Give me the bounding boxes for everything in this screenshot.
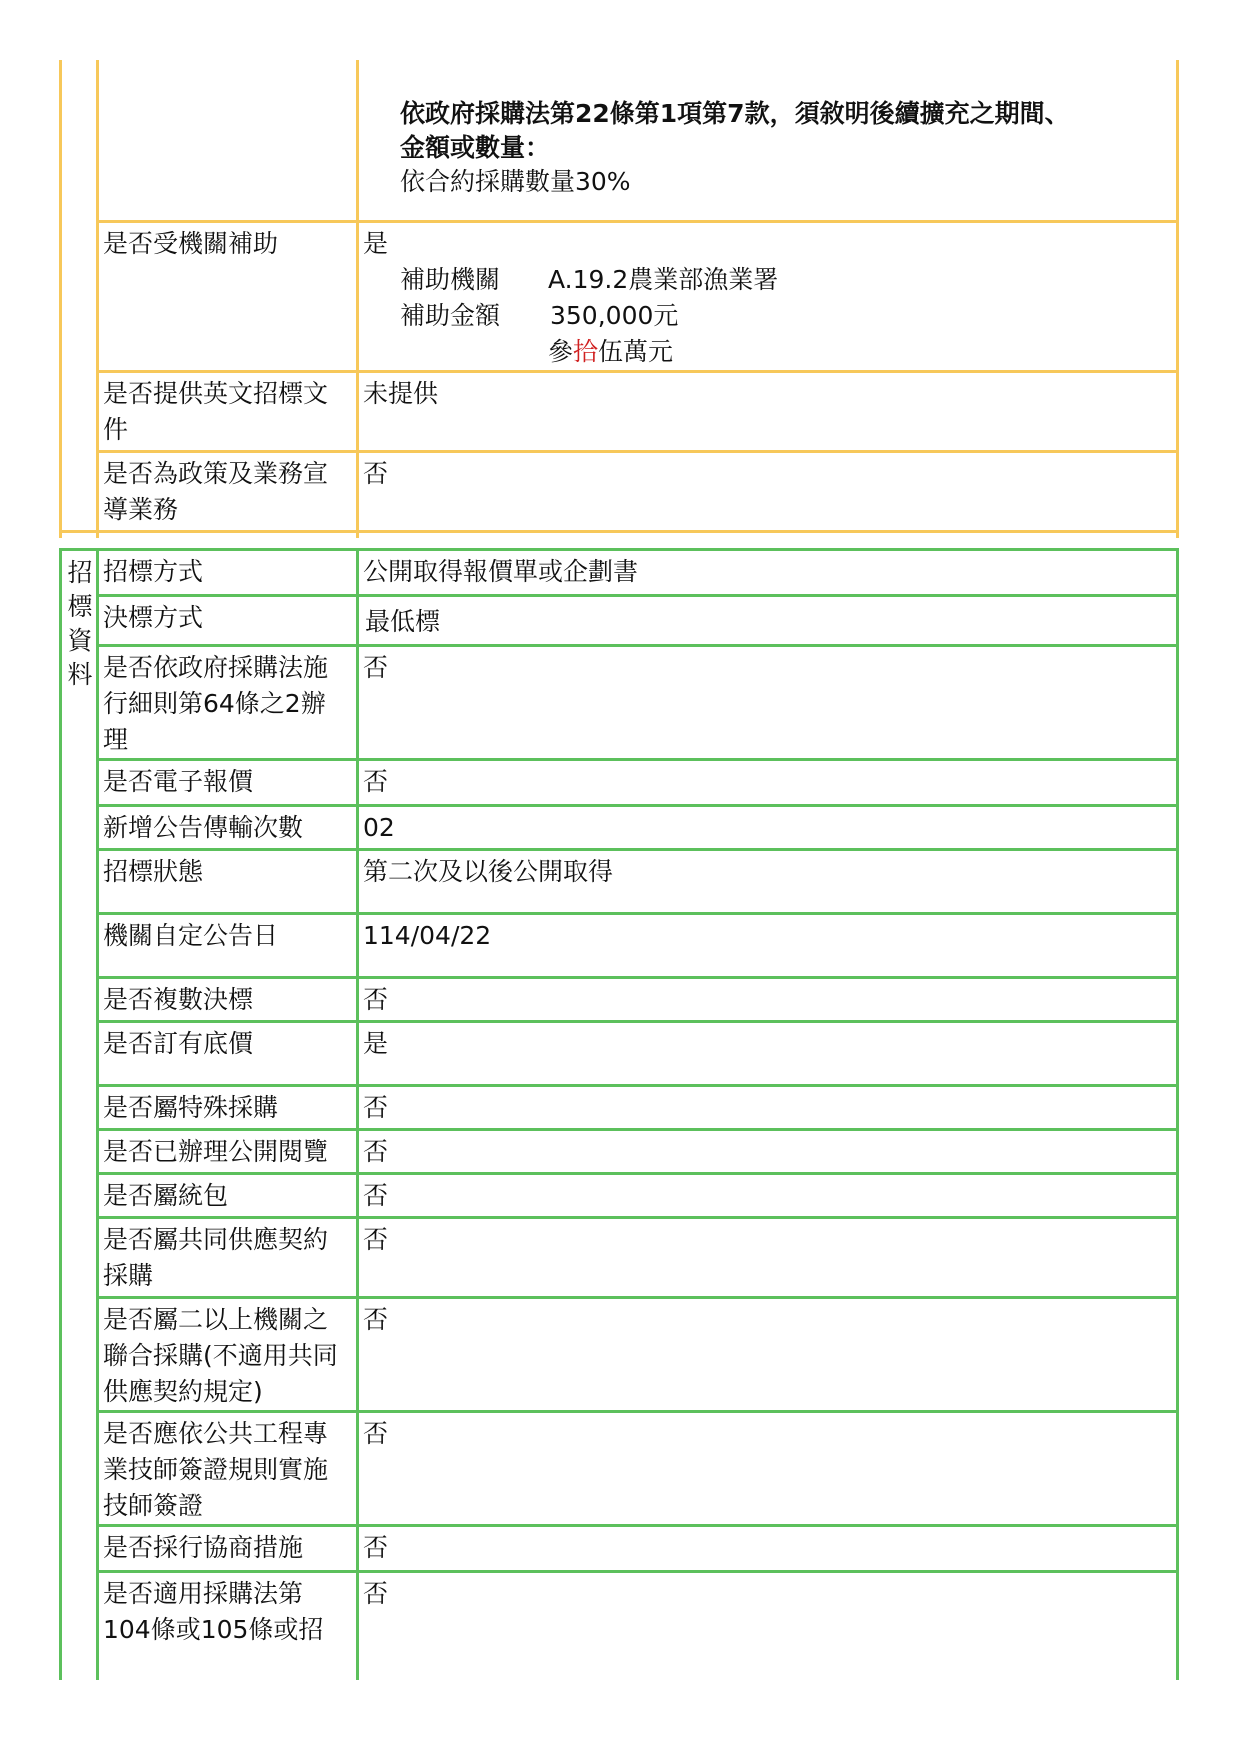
border-mid xyxy=(356,60,359,538)
subsidy-amount-words: 參拾伍萬元 xyxy=(548,337,674,366)
row-divider xyxy=(96,1570,1179,1573)
border-right xyxy=(1176,60,1179,538)
row-value: 否 xyxy=(363,1093,389,1122)
row-label: 是否屬二以上機關之 xyxy=(103,1305,329,1334)
row-value: 否 xyxy=(363,1579,389,1608)
row-value: 否 xyxy=(363,1225,389,1254)
english-docs-label-line1: 是否提供英文招標文 xyxy=(103,379,329,408)
row-label: 採購 xyxy=(103,1261,154,1290)
row-label: 是否依政府採購法施 xyxy=(103,653,329,682)
subsidy-label: 是否受機關補助 xyxy=(103,229,279,258)
row-label: 是否適用採購法第 xyxy=(103,1579,304,1608)
policy-value: 否 xyxy=(363,459,389,488)
row-divider xyxy=(96,1020,1179,1023)
section-top-border xyxy=(59,548,1179,551)
row-label: 是否已辦理公開閱覽 xyxy=(103,1137,329,1166)
policy-label-line1: 是否為政策及業務宣 xyxy=(103,459,329,488)
row-label: 新增公告傳輸次數 xyxy=(103,813,304,842)
row-value: 第二次及以後公開取得 xyxy=(363,857,614,886)
row-divider xyxy=(96,1296,1179,1299)
row-label: 招標方式 xyxy=(103,557,204,586)
row-label: 是否複數決標 xyxy=(103,985,254,1014)
row-label: 決標方式 xyxy=(103,603,204,632)
row-value: 02 xyxy=(363,813,395,842)
row-label: 是否屬共同供應契約 xyxy=(103,1225,329,1254)
subsidy-value: 是 xyxy=(363,229,389,258)
row-label: 是否採行協商措施 xyxy=(103,1533,304,1562)
border-right xyxy=(1176,548,1179,1680)
row-divider xyxy=(96,370,1179,373)
row-label: 業技師簽證規則實施 xyxy=(103,1455,329,1484)
border-left-outer xyxy=(59,60,62,538)
row-value: 否 xyxy=(363,653,389,682)
row-label: 供應契約規定) xyxy=(103,1377,263,1406)
section-label-char: 招 xyxy=(67,558,93,587)
row-value: 114/04/22 xyxy=(363,921,492,950)
subsidy-agency-label: 補助機關 xyxy=(400,265,501,294)
subsidy-amount-value: 350,000元 xyxy=(550,301,679,330)
row-value: 否 xyxy=(363,985,389,1014)
row-label: 是否應依公共工程專 xyxy=(103,1419,329,1448)
row-divider xyxy=(96,1410,1179,1413)
row-divider xyxy=(96,644,1179,647)
row-value: 是 xyxy=(363,1029,389,1058)
subsidy-agency-value: A.19.2農業部漁業署 xyxy=(548,265,779,294)
row-divider xyxy=(96,804,1179,807)
row-divider xyxy=(96,1084,1179,1087)
row-divider xyxy=(96,1216,1179,1219)
section-label-char: 資 xyxy=(67,626,93,655)
row-divider xyxy=(96,912,1179,915)
row-label: 機關自定公告日 xyxy=(103,921,279,950)
row-label: 技師簽證 xyxy=(103,1491,204,1520)
english-docs-value: 未提供 xyxy=(363,379,439,408)
row-divider xyxy=(96,450,1179,453)
subsidy-amount-label: 補助金額 xyxy=(400,301,501,330)
row-divider xyxy=(96,848,1179,851)
row-label: 招標狀態 xyxy=(103,857,204,886)
border-left-inner xyxy=(96,60,99,538)
row-label: 是否屬統包 xyxy=(103,1181,229,1210)
row-value: 公開取得報價單或企劃書 xyxy=(363,557,639,586)
border-left-outer xyxy=(59,548,62,1680)
row-divider xyxy=(96,1524,1179,1527)
row-divider xyxy=(96,976,1179,979)
border-left-inner xyxy=(96,548,99,1680)
row-label: 是否訂有底價 xyxy=(103,1029,254,1058)
row-value: 否 xyxy=(363,1305,389,1334)
row-divider xyxy=(96,1172,1179,1175)
row-value: 否 xyxy=(363,1419,389,1448)
row-divider xyxy=(96,220,1179,223)
row-value: 最低標 xyxy=(365,607,441,636)
row-label: 是否電子報價 xyxy=(103,767,254,796)
row-divider xyxy=(96,594,1179,597)
section-label-char: 料 xyxy=(67,660,93,689)
border-mid xyxy=(356,548,359,1680)
row-divider xyxy=(96,1128,1179,1131)
policy-label-line2: 導業務 xyxy=(103,495,179,524)
section-bottom-border xyxy=(59,530,1179,533)
row-label: 104條或105條或招 xyxy=(103,1615,324,1644)
expansion-heading-line1: 依政府採購法第22條第1項第7款，須敘明後續擴充之期間、 xyxy=(400,99,1070,128)
row-value: 否 xyxy=(363,767,389,796)
row-value: 否 xyxy=(363,1137,389,1166)
row-label: 聯合採購(不適用共同 xyxy=(103,1341,338,1370)
expansion-heading-line2: 金額或數量： xyxy=(400,133,551,162)
row-label: 理 xyxy=(103,725,129,754)
row-divider xyxy=(96,758,1179,761)
row-label: 是否屬特殊採購 xyxy=(103,1093,279,1122)
section-label-char: 標 xyxy=(67,592,93,621)
expansion-value: 依合約採購數量30% xyxy=(400,167,631,196)
row-label: 行細則第64條之2辦 xyxy=(103,689,326,718)
english-docs-label-line2: 件 xyxy=(103,415,129,444)
row-value: 否 xyxy=(363,1533,389,1562)
row-value: 否 xyxy=(363,1181,389,1210)
